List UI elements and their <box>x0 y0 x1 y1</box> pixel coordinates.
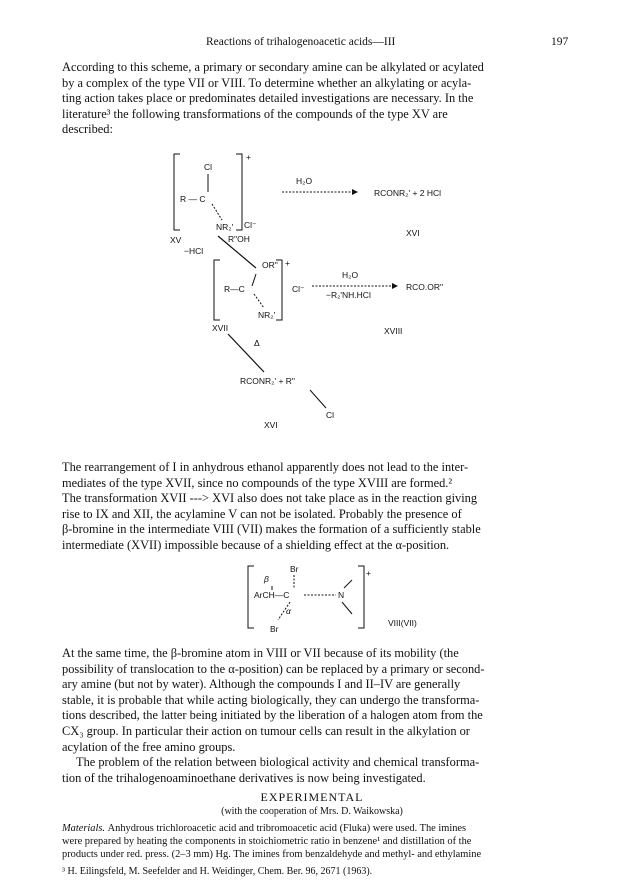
text-line: rise to IX and XII, the acylamine V can not be isolated. Probably the presence of <box>62 506 462 521</box>
chem-br-bottom: Br <box>270 624 279 634</box>
text-line: intermediate (XVII) impossible because of a shielding effect at the α-position. <box>62 537 450 552</box>
materials-paragraph <box>62 822 562 862</box>
text-line: β-bromine in the intermediate VIII (VII) makes the formation of a sufficiently stable <box>62 522 481 537</box>
text-line: At the same time, the β-bromine atom in VIII or VII because of its mobility (the <box>62 646 459 660</box>
paragraph-1 <box>62 60 562 138</box>
chem-cl-minus-2: Cl⁻ <box>292 284 305 294</box>
text-line: acylation of the free amino groups. <box>62 739 236 754</box>
bracket-left <box>214 260 220 320</box>
footnote: ³ H. Eilingsfeld, M. Seefelder and H. Weidinger, Chem. Ber. 96, 2671 (1963). <box>62 866 373 877</box>
text-line: stable, it is probable that while acting biologically, they can undergo the transforma- <box>62 692 480 707</box>
bond-line <box>254 294 264 308</box>
bond-line <box>252 274 256 286</box>
text-line <box>62 822 562 835</box>
text-line: tion of the trihalogenoaminoethane derivatives is now being investigated. <box>62 770 426 785</box>
arrow-head <box>352 189 358 195</box>
text-line: literature³ the following transformations of the compounds of the type XV are <box>62 106 448 121</box>
text-line: The transformation XVII ---> XVI also does not take place as in the reaction giving <box>62 491 478 506</box>
product-xvi: RCONR₂' + 2 HCl <box>374 188 442 198</box>
chem-r-oh: R"OH <box>228 234 250 244</box>
text-line: ting action takes place or predominates detailed investigations are necessary. In the <box>62 91 474 106</box>
compound-label-xvi: XVI <box>406 228 420 238</box>
text-line: by a complex of the type VII or VIII. To determine whether an alkylating or acyla- <box>62 75 472 90</box>
chem-h2o-mid: H₂O <box>342 270 359 280</box>
bond-line <box>342 602 352 614</box>
chem-r-c2: R—C <box>224 284 245 294</box>
text-line: described: <box>62 122 113 137</box>
compound-label-xviii: XVIII <box>384 326 403 336</box>
materials-label: Materials. <box>62 823 106 834</box>
product-bottom: RCONR₂' + R" <box>240 376 295 386</box>
bond-line <box>212 204 222 220</box>
text-line: products under red. press. (2–3 mm) Hg. The imines from benzaldehyde and methyl- and ethylamine <box>62 849 482 861</box>
text-line: The rearrangement of I in anhydrous ethanol apparently does not lead to the inter- <box>62 460 469 474</box>
text-line: CX₃ group. In particular their action on tumour cells can result in the alkylation or <box>62 723 470 738</box>
chem-beta: β <box>264 574 269 584</box>
chem-br-top: Br <box>290 564 299 574</box>
chem-minus-r2nh-hcl: −R₂'NH.HCl <box>326 290 371 300</box>
chem-plus: + <box>366 568 371 578</box>
chem-plus-top: + <box>246 152 251 162</box>
chem-or: OR" <box>262 260 278 270</box>
text-line: tions described, the latter being initiated by the liberation of a halogen atom from the <box>62 708 483 723</box>
chem-r-c: R — C <box>180 194 206 204</box>
chem-cl-minus: Cl⁻ <box>244 220 257 230</box>
chem-h2o-top: H₂O <box>296 176 313 186</box>
page-number: 197 <box>551 36 569 48</box>
chem-delta: Δ <box>254 338 260 348</box>
compound-label-xv: XV <box>170 235 182 245</box>
section-subtitle: (with the cooperation of Mrs. D. Waikowska) <box>221 806 403 817</box>
chem-cl-bottom: Cl <box>326 410 335 420</box>
chem-alpha: α <box>286 606 291 616</box>
compound-label-viii-vii: VIII(VII) <box>388 618 417 628</box>
arrow-head <box>392 283 398 289</box>
text-line: possibility of translocation to the α-position) can be replaced by a primary or second- <box>62 661 485 676</box>
compound-label-xvi-bottom: XVI <box>264 420 278 430</box>
text-line: mediates of the type XVII, since no compounds of the type XVIII are formed.² <box>62 475 453 490</box>
chem-plus: + <box>285 258 290 268</box>
chem-minus-hcl: −HCl <box>184 246 204 256</box>
product-xviii: RCO.OR" <box>406 282 444 292</box>
paragraph-3 <box>62 646 562 786</box>
compound-label-xvii: XVII <box>212 323 229 333</box>
reaction-scheme-xv <box>160 140 500 445</box>
structure-viii-vii <box>238 558 428 636</box>
bracket-left <box>174 154 180 230</box>
chem-nr2: NR₂' <box>216 222 234 232</box>
text-line: were prepared by heating the components in stoichiometric ratio in benzene¹ and distillation of the <box>62 836 472 848</box>
materials-text: Anhydrous trichloroacetic acid and tribromoacetic acid (Fluka) were used. The imines <box>107 823 467 834</box>
bracket-right <box>358 566 364 628</box>
text-line: ary amine (but not by water). Although the compounds I and II–IV are generally <box>62 677 461 692</box>
chem-n: N <box>338 590 345 600</box>
text-line: The problem of the relation between biological activity and chemical transforma- <box>76 755 480 770</box>
bond-line <box>344 580 352 588</box>
chem-cl-top: Cl <box>204 162 213 172</box>
bond-line <box>310 390 326 408</box>
section-title-experimental: EXPERIMENTAL <box>260 790 364 804</box>
text-line: According to this scheme, a primary or secondary amine can be alkylated or acylated <box>62 60 484 74</box>
bracket-right <box>236 154 242 230</box>
chem-nr2-2: NR₂' <box>258 310 276 320</box>
header-title: Reactions of trihalogenoacetic acids—III <box>206 36 396 48</box>
paragraph-2 <box>62 460 562 554</box>
chem-arch-c: ArCH—C <box>254 590 290 600</box>
